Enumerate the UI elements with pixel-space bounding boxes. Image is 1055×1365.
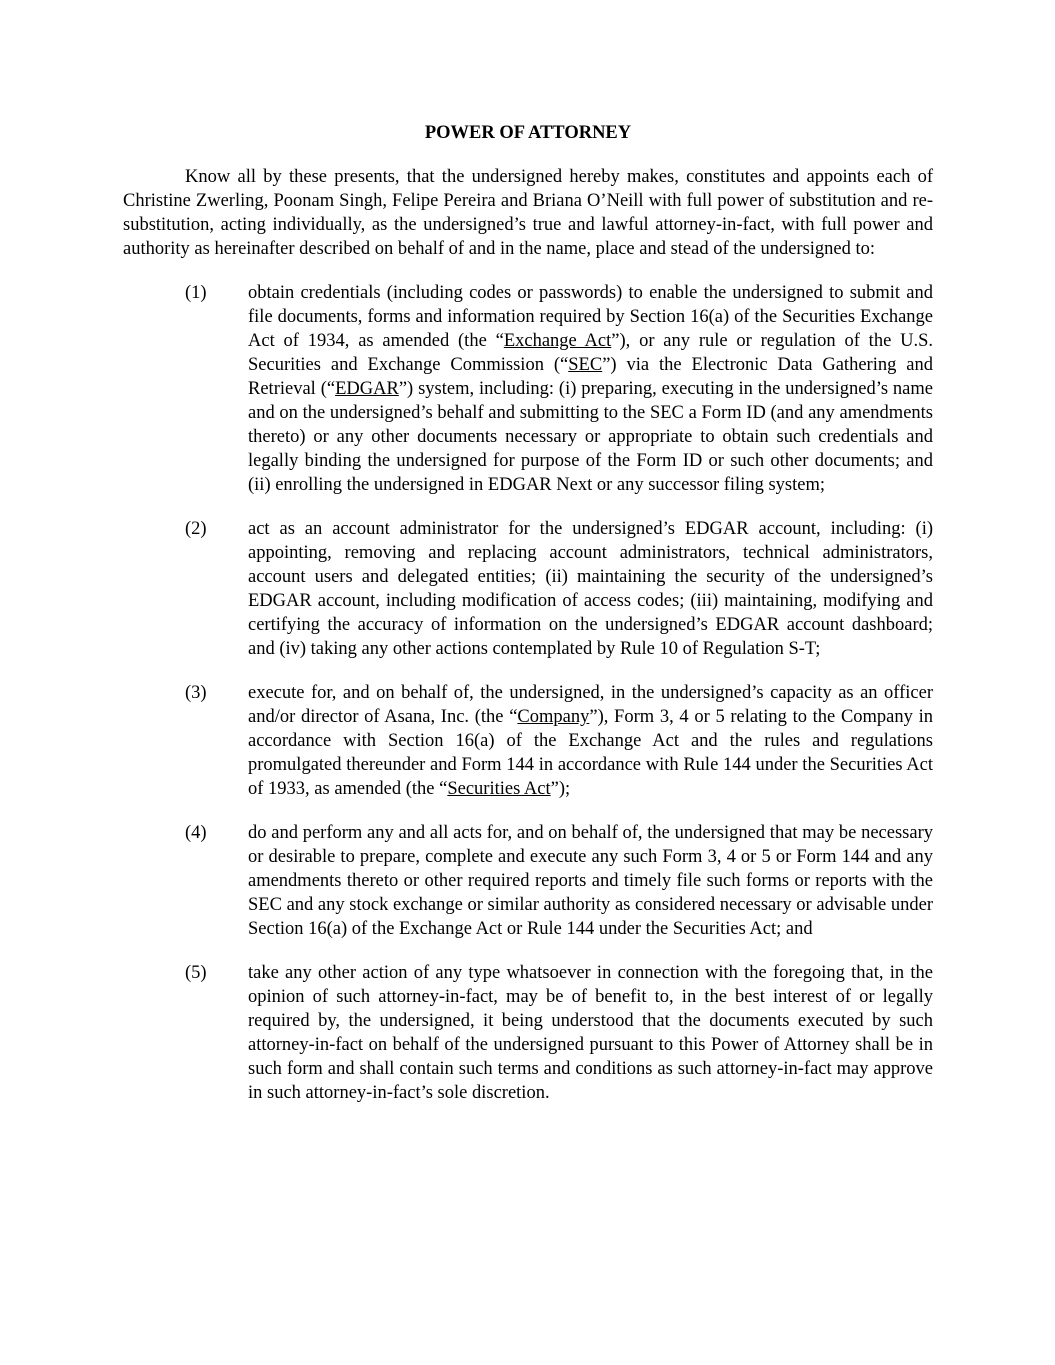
item-number: (3) — [185, 683, 207, 703]
text-segment: ”), Form 3, 4 or 5 relating to the Company in accordance with Section 16(a) of the Exchange Act and the rules and regulations promulgated thereunder and Form 144 in accordance with Rule 144 under the Securities Act of 1933, as amended (the “ — [248, 707, 933, 799]
item-text — [248, 281, 933, 497]
text-segment: ”); — [550, 779, 571, 799]
text-segment: ”) system, including: (i) preparing, executing in the undersigned’s name and on the undersigned’s behalf and submitting to the SEC a Form ID (and any amendments thereto) or any other documents necessary or appropriate to obtain such credentials and legally binding the undersigned for purpose of the Form ID or such other documents; and (ii) enrolling the undersigned in EDGAR Next or any successor filing system; — [248, 379, 933, 495]
numbered-list — [123, 281, 933, 1105]
text-segment: obtain credentials (including codes or passwords) to enable the undersigned to submit and file documents, forms and information required by Section 16(a) of the Securities Exchange Act of 1934, as amended (the “ — [248, 283, 933, 351]
list-item — [123, 821, 933, 941]
underlined-term: Securities Act — [447, 779, 551, 799]
list-item — [123, 517, 933, 661]
list-item — [123, 681, 933, 801]
text-segment: ”), or any rule or regulation of the U.S. Securities and Exchange Commission (“ — [248, 331, 934, 375]
underlined-term: Exchange Act — [503, 331, 612, 351]
item-number: (4) — [185, 823, 207, 843]
intro-paragraph: Know all by these presents, that the undersigned hereby makes, constitutes and appoints each of Christine Zwerling, Poonam Singh, Felipe Pereira and Briana O’Neill with full power of substitution and re-substitution, acting individually, as the undersigned’s true and lawful attorney-in-fact, with full power and authority as hereinafter described on behalf of and in the name, place and stead of the undersigned to: — [123, 167, 933, 259]
underlined-term: Company — [517, 707, 590, 727]
item-text — [248, 821, 933, 941]
item-text — [248, 961, 933, 1105]
item-number: (5) — [185, 963, 207, 983]
underlined-term: SEC — [568, 355, 603, 375]
list-item — [123, 281, 933, 497]
underlined-term: EDGAR — [335, 379, 399, 399]
list-item — [123, 961, 933, 1105]
item-text — [248, 681, 933, 801]
item-number: (1) — [185, 283, 207, 303]
text-segment: execute for, and on behalf of, the undersigned, in the undersigned’s capacity as an officer and/or director of Asana, Inc. (the “ — [248, 683, 933, 727]
item-text — [248, 517, 933, 661]
document-title: POWER OF ATTORNEY — [424, 123, 632, 143]
text-segment: do and perform any and all acts for, and on behalf of, the undersigned that may be necessary or desirable to prepare, complete and execute any such Form 3, 4 or 5 or Form 144 and any amendments thereto or other required reports and timely file such forms or reports with the SEC and any stock exchange or similar authority as considered necessary or advisable under Section 16(a) of the Exchange Act or Rule 144 under the Securities Act; and — [248, 823, 933, 939]
text-segment: ”) via the Electronic Data Gathering and Retrieval (“ — [248, 355, 933, 399]
text-segment: act as an account administrator for the undersigned’s EDGAR account, including: (i) appointing, removing and replacing account administrators, technical administrators, account users and delegated entities; (ii) maintaining the security of the undersigned’s EDGAR account, including modification of access codes; (iii) maintaining, modifying and certifying the accuracy of information on the undersigned’s EDGAR account dashboard; and (iv) taking any other actions contemplated by Rule 10 of Regulation S-T; — [248, 519, 933, 659]
item-number: (2) — [185, 519, 207, 539]
text-segment: take any other action of any type whatsoever in connection with the foregoing that, in the opinion of such attorney-in-fact, may be of benefit to, in the best interest of or legally required by, the undersigned, it being understood that the documents executed by such attorney-in-fact on behalf of the undersigned pursuant to this Power of Attorney shall be in such form and shall contain such terms and conditions as such attorney-in-fact may approve in such attorney-in-fact’s sole discretion. — [248, 963, 933, 1103]
